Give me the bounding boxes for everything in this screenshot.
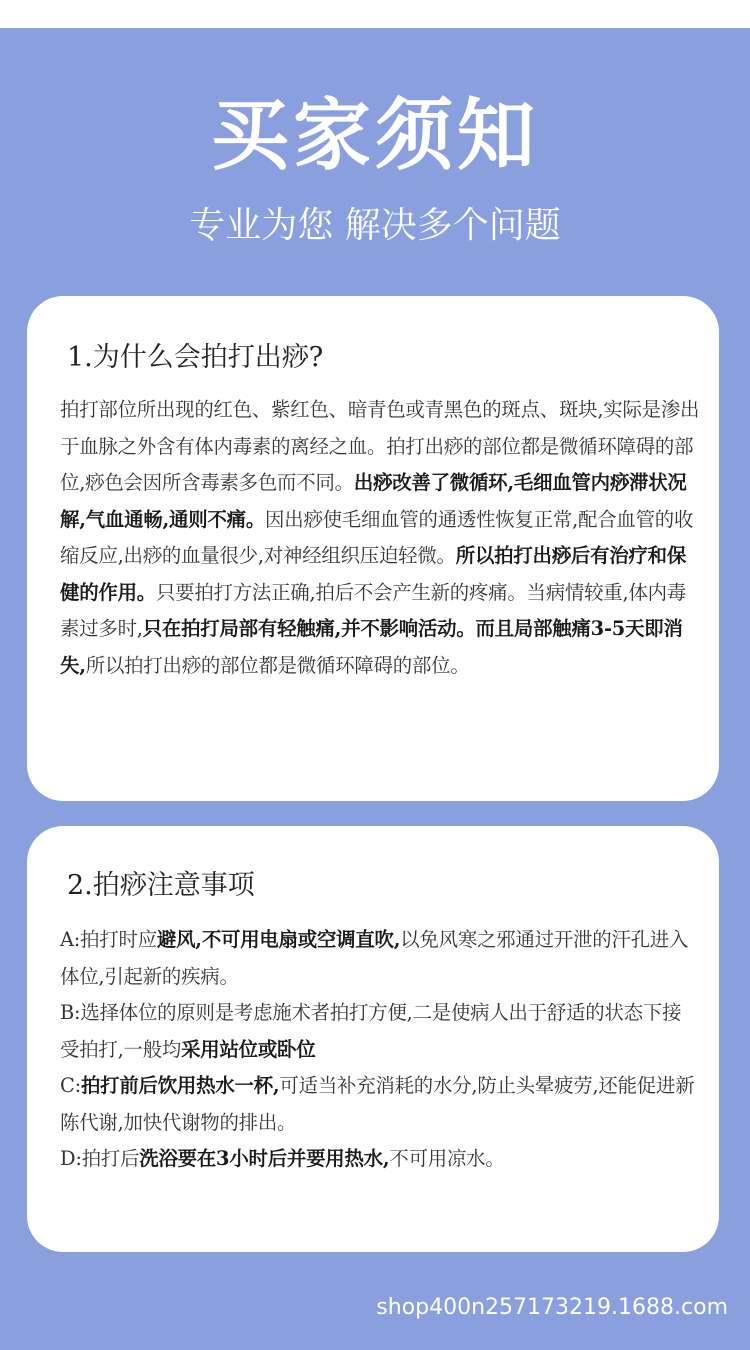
body-text: 以免风寒之邪通过开泄的汗孔进入体位,引起新的疾病。 [60,928,689,988]
item-label: D: [60,1147,82,1170]
page-title: 买家须知 [210,90,539,181]
section-title: 2.拍痧注意事项 [67,870,255,901]
body-text: 只要拍打方法正确,拍后不会产生新的疼痛。当病情较重,体内毒素过多时, [60,580,687,640]
page-background [0,28,750,1350]
item-label: B: [60,1001,81,1024]
body-bold-text: 出痧改善了微循环,毛细血管内痧滞状况解,气血通畅,通则不痛。 [60,471,687,531]
body-text: 不可用凉水。 [389,1147,505,1170]
body-bold-text: 采用站位或卧位 [181,1037,316,1061]
item-label: C: [60,1074,81,1097]
body-bold-text: 避风,不可用电扇或空调直吹, [156,928,401,951]
shop-url-watermark: shop400n257173219.1688.com [376,1295,728,1320]
body-bold-text: 所以拍打出痧后有治疗和保健的作用。 [60,544,687,604]
precaution-item-b [60,995,700,1068]
body-text: 拍打时应 [80,928,157,951]
body-bold-text: 只在拍打局部有轻触痛,并不影响活动。而且局部触痛3-5天即消失, [60,617,683,677]
section-title: 1.为什么会拍打出痧? [67,342,324,373]
body-text: 选择体位的原则是考虑施术者拍打方便,二是使病人出于舒适的状态下接受拍打,一般均 [60,1001,682,1061]
precaution-item-a [60,922,700,995]
body-text: 所以拍打出痧的部位都是微循环障碍的部位。 [85,653,470,677]
body-bold-text: 洗浴要在3小时后并要用热水, [139,1147,390,1170]
precaution-item-d [60,1141,700,1178]
precaution-item-c [60,1068,700,1141]
faq-card-precautions [27,826,719,1252]
body-text: 拍打后 [81,1147,140,1170]
faq-card-why-sha [27,296,719,801]
body-text: 因出痧使毛细血管的通透性恢复正常,配合血管的收缩反应,出痧的血量很少,对神经组织压迫轻微。 [60,507,694,567]
page-subtitle: 专业为您 解决多个问题 [189,205,561,246]
body-bold-text: 拍打前后饮用热水一杯, [80,1074,280,1097]
item-label: A: [60,928,81,951]
body-text: 可适当补充消耗的水分,防止头晕疲劳,还能促进新陈代谢,加快代谢物的排出。 [60,1074,695,1134]
precautions-list [60,922,700,1178]
section-body [60,392,700,684]
body-text: 拍打部位所出现的红色、紫红色、暗青色或青黑色的斑点、斑块,实际是渗出于血脉之外含有体内毒素的离经之血。拍打出痧的部位都是微循环障碍的部位,痧色会因所含毒素多色而不同。 [60,398,700,494]
